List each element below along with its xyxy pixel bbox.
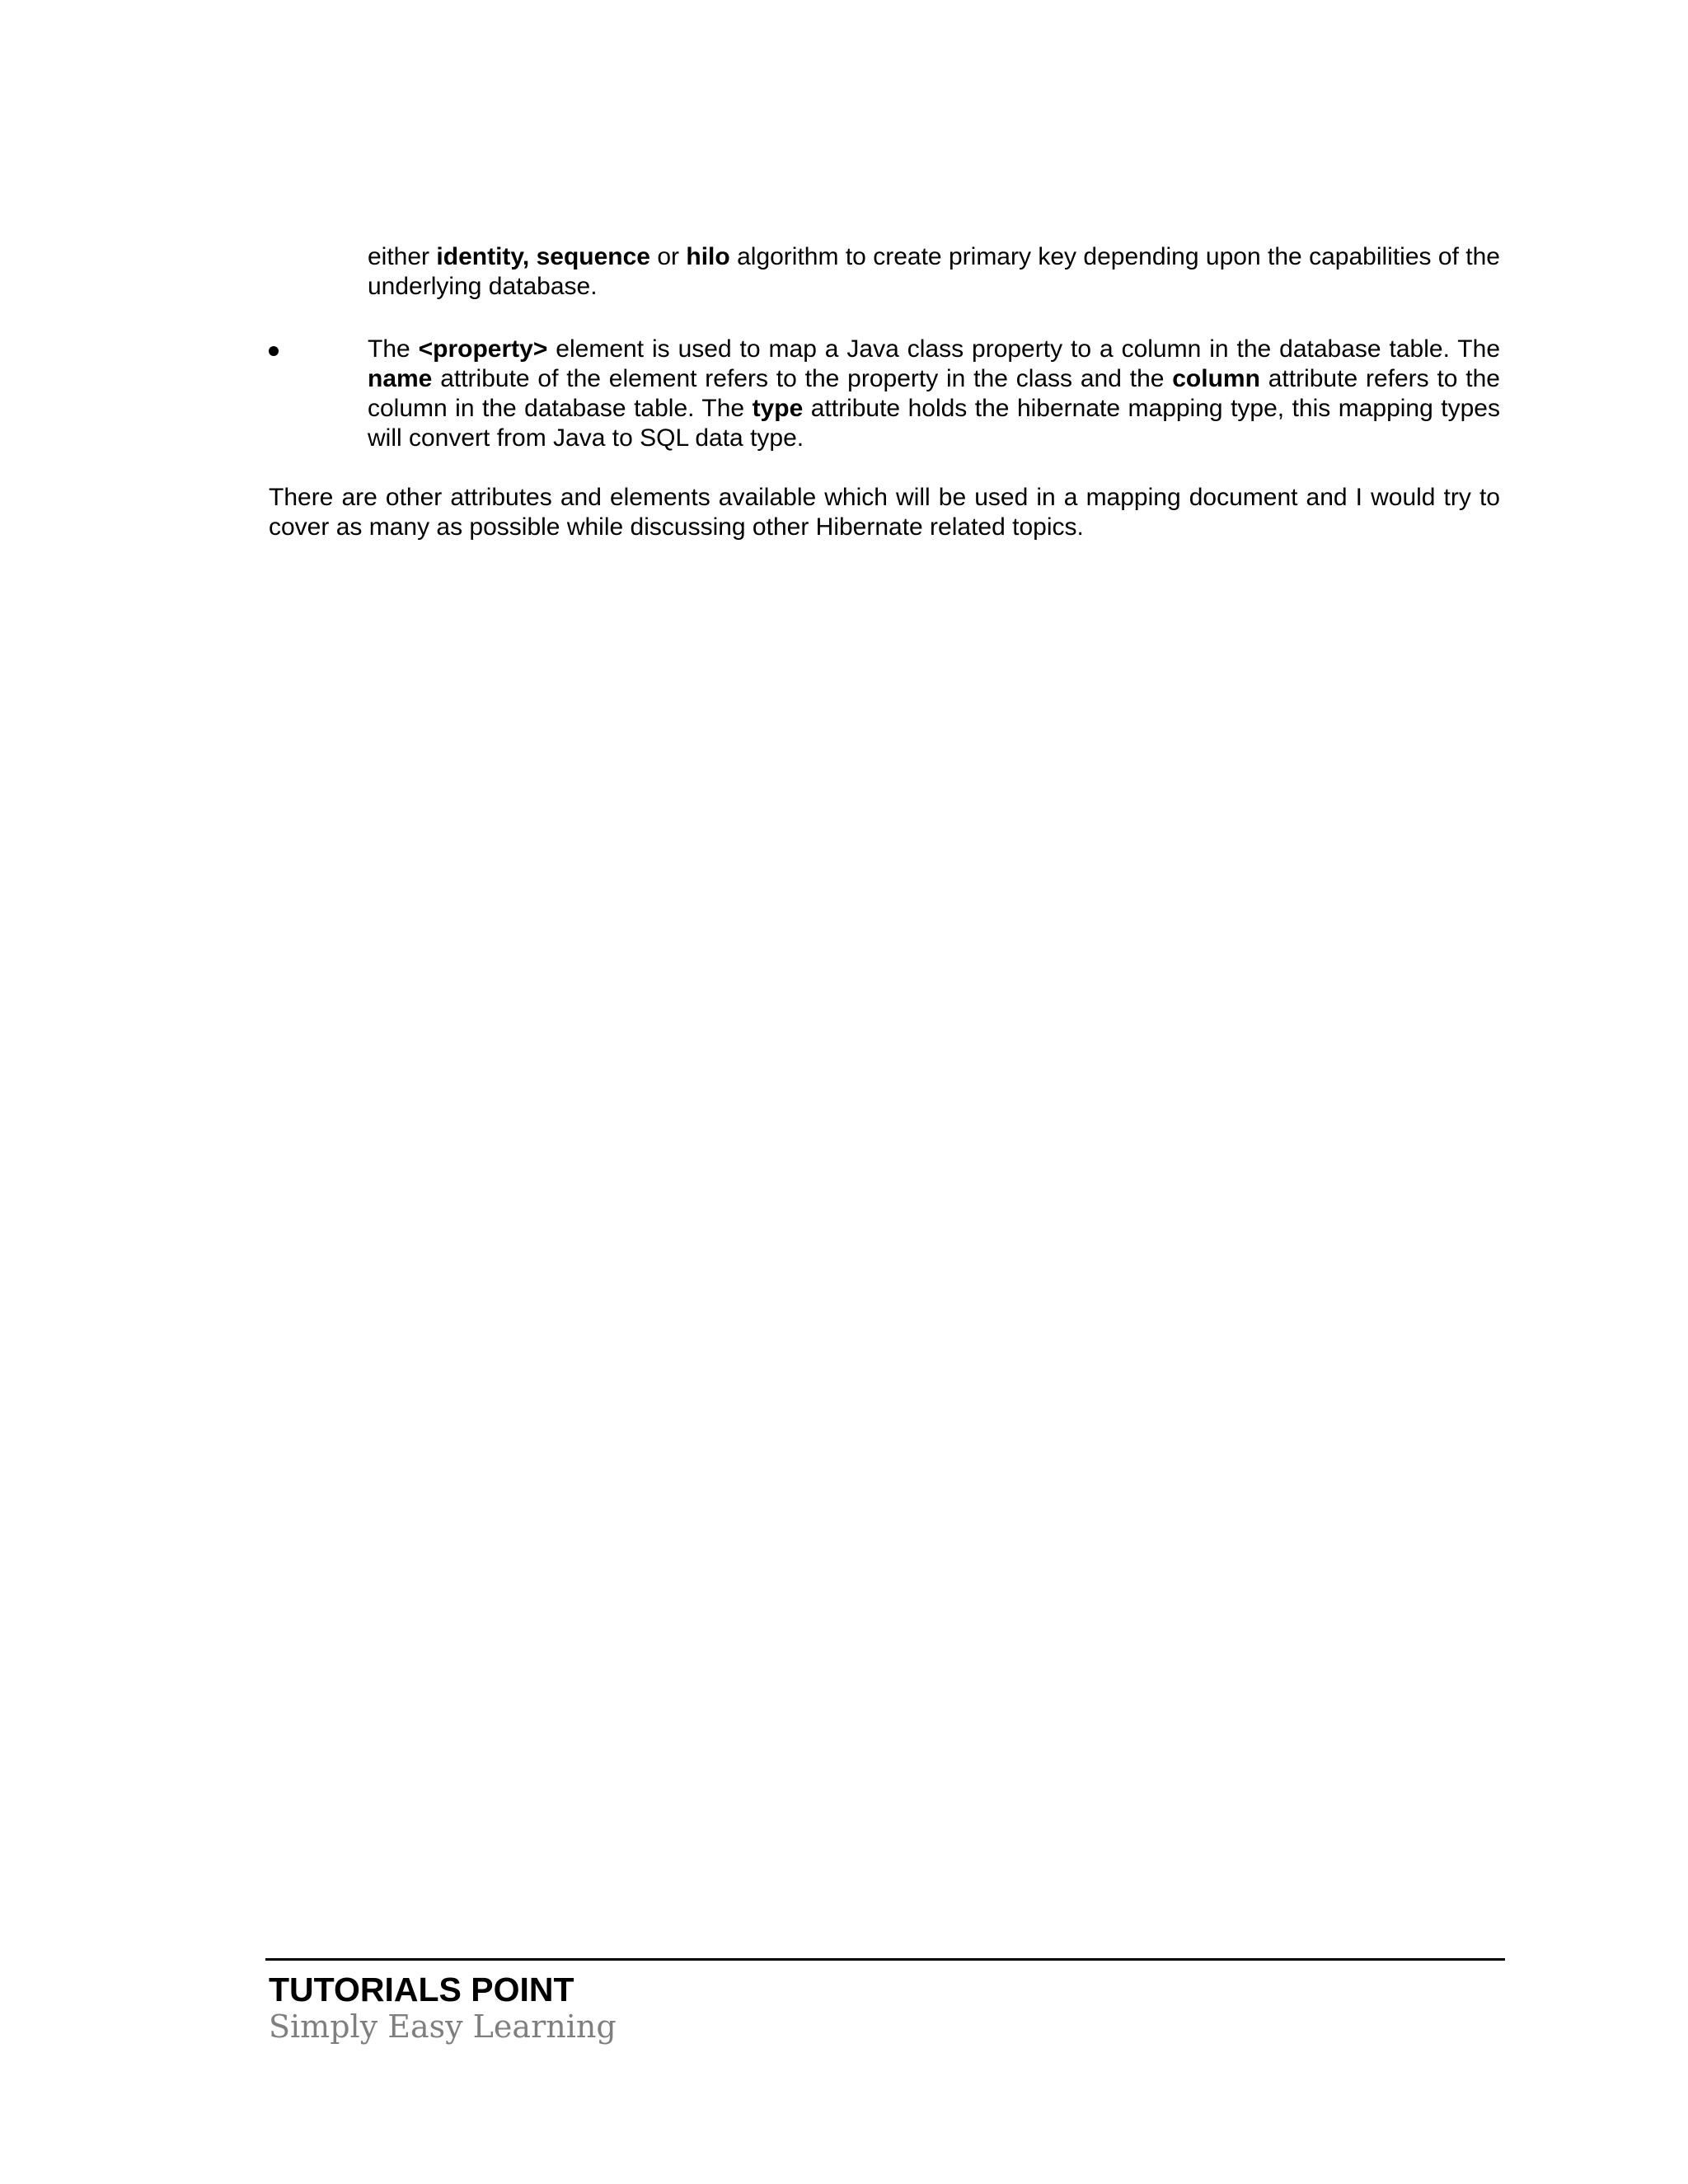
continuation-bold-identity-sequence: identity, sequence [436,243,650,270]
footer-tagline: Simply Easy Learning [269,2008,617,2045]
bullet-bold-name: name [368,365,433,392]
footer-divider [265,1958,1505,1961]
continuation-text-1: either [368,243,437,270]
continuation-bold-hilo: hilo [686,243,730,270]
closing-paragraph: There are other attributes and elements available which will be used in a mapping document and I would try to cover as many as possible while discussing other Hibernate related topics. [269,484,1500,541]
bullet-bold-property-tag: <property> [418,335,548,363]
bullet-text-4: attribute refers to the column in the database table. The [368,365,1500,422]
bullet-bold-column: column [1172,365,1260,392]
bullet-text-1: The [368,335,419,363]
continuation-text-2: or [649,243,687,270]
bullet-text-5: attribute holds the hibernate mapping type, this mapping types will convert from Java to SQL data type. [368,395,1500,452]
property-bullet-text [368,335,1500,453]
continuation-text-3: algorithm to create primary key depending upon the capabilities of the underlying database. [368,243,1500,300]
continuation-paragraph [368,242,1500,302]
bullet-bold-type: type [752,395,804,422]
footer-brand-name: TUTORIALS POINT [269,1971,574,2008]
bullet-dot-icon [269,346,279,356]
bullet-text-2: element is used to map a Java class property to a column in the database table. The [547,335,1500,363]
bullet-text-3: attribute of the element refers to the property in the class and the [432,365,1173,392]
